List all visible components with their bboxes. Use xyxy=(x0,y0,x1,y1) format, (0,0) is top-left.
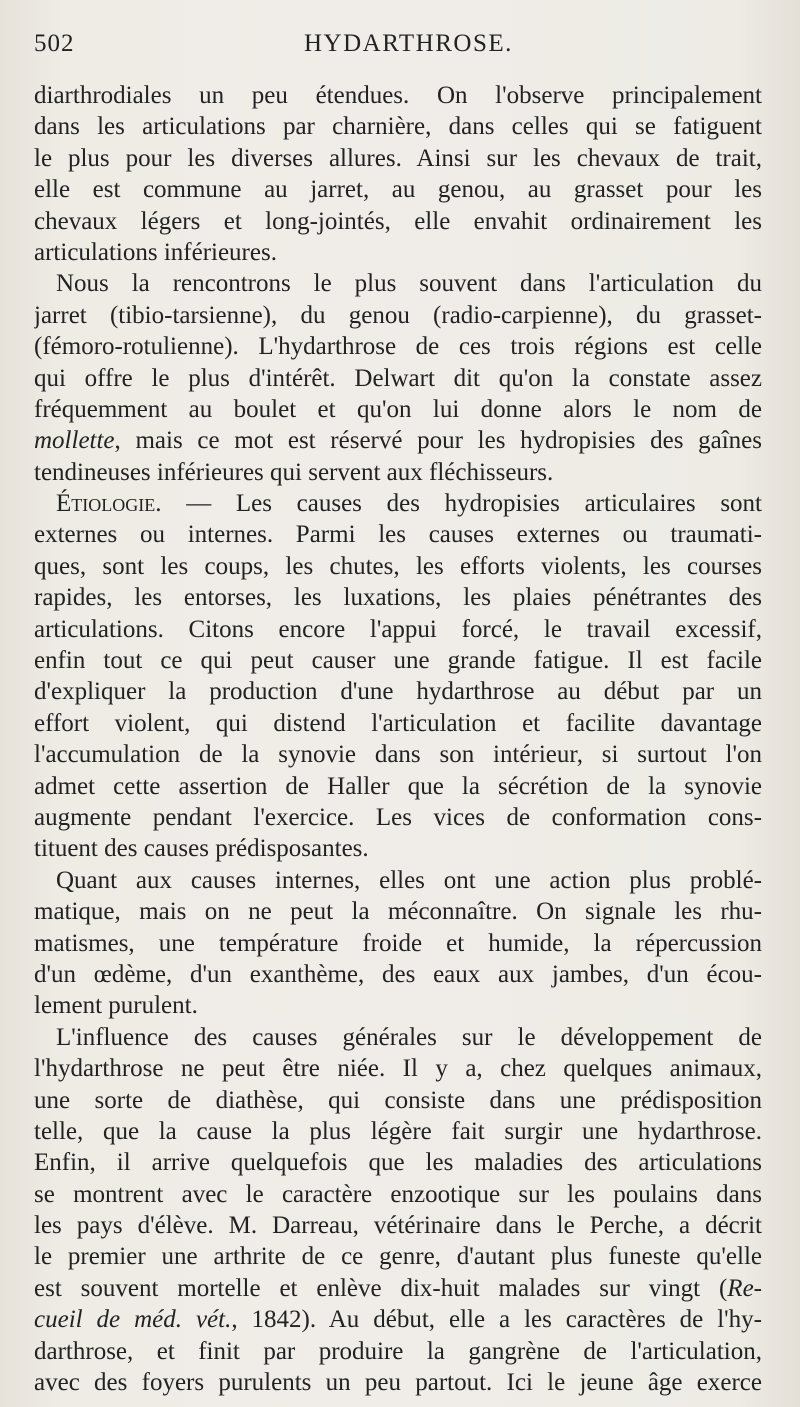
paragraph-start-line: Nous la rencontrons le plus souvent dans l'articulation du xyxy=(56,270,762,298)
text-line: d'expliquer la production d'une hydarthrose au début par un xyxy=(34,678,762,706)
text-line: tendineuses inférieures qui servent aux fléchisseurs. xyxy=(34,458,554,486)
text-line: effort violent, qui distend l'articulation et facilite davantage xyxy=(34,709,762,737)
text-line-mollette xyxy=(34,425,762,456)
line-text: , mais ce mot est réservé pour les hydropisies des gaînes xyxy=(114,427,762,455)
text-line: matismes, une température froide et humide, la répercussion xyxy=(34,929,762,957)
text-line: se montrent avec le caractère enzootique sur les poulains dans xyxy=(34,1180,762,1208)
section-heading-line xyxy=(34,488,762,519)
text-line: admet cette assertion de Haller que la sécrétion de la synovie xyxy=(34,772,762,800)
text-line: l'accumulation de la synovie dans son intérieur, si surtout l'on xyxy=(34,741,762,769)
text-line-recueil-cont xyxy=(34,1304,762,1335)
text-line: rapides, les entorses, les luxations, les plaies pénétrantes des xyxy=(34,584,762,612)
italic-citation: cueil de méd. vét. xyxy=(34,1306,232,1334)
text-line: qui offre le plus d'intérêt. Delwart dit qu'on la constate assez xyxy=(34,364,762,392)
text-line: enfin tout ce qui peut causer une grande fatigue. Il est facile xyxy=(34,647,762,675)
line-text: est souvent mortelle et enlève dix-huit malades sur vingt ( xyxy=(34,1274,728,1302)
text-line: une sorte de diathèse, qui consiste dans une prédisposition xyxy=(34,1086,762,1114)
body-text xyxy=(34,80,762,1398)
paragraph-start-line: L'influence des causes générales sur le développement de xyxy=(56,1023,762,1051)
page-number: 502 xyxy=(34,30,75,57)
text-line: articulations inférieures. xyxy=(34,238,277,266)
text-line: tituent des causes prédisposantes. xyxy=(34,835,369,863)
text-line: articulations. Citons encore l'appui forcé, le travail excessif, xyxy=(34,615,762,643)
section-heading: Étiologie. xyxy=(56,490,162,518)
text-line: externes ou internes. Parmi les causes externes ou traumati- xyxy=(34,521,762,549)
text-line: darthrose, et finit par produire la gangrène de l'articulation, xyxy=(34,1337,762,1365)
text-line: jarret (tibio-tarsienne), du genou (radio-carpienne), du grasset- xyxy=(34,301,762,329)
text-line: dans les articulations par charnière, dans celles qui se fatiguent xyxy=(34,113,762,141)
italic-citation: Re- xyxy=(727,1274,762,1302)
text-line: les pays d'élève. M. Darreau, vétérinaire dans le Perche, a décrit xyxy=(34,1212,762,1240)
line-text: — Les causes des hydropisies articulaires sont xyxy=(161,490,762,518)
page-header xyxy=(34,28,760,68)
text-line: telle, que la cause la plus légère fait surgir une hydarthrose. xyxy=(34,1117,762,1145)
paragraph-start-line: Quant aux causes internes, elles ont une action plus problé- xyxy=(56,866,762,894)
text-line: (fémoro-rotulienne). L'hydarthrose de ces trois régions est celle xyxy=(34,333,762,361)
running-title: HYDARTHROSE. xyxy=(304,30,513,57)
text-line: chevaux légers et long-jointés, elle envahit ordinairement les xyxy=(34,207,762,235)
italic-term: mollette xyxy=(34,427,115,455)
text-line: le premier une arthrite de ce genre, d'autant plus funeste qu'elle xyxy=(34,1243,762,1271)
text-line: elle est commune au jarret, au genou, au grasset pour les xyxy=(34,176,762,204)
text-line: fréquemment au boulet et qu'on lui donne alors le nom de xyxy=(34,395,762,423)
text-line: d'un œdème, d'un exanthème, des eaux aux jambes, d'un écou- xyxy=(34,960,762,988)
line-text: , 1842). Au début, elle a les caractères de l'hy- xyxy=(231,1306,762,1334)
text-line-recueil xyxy=(34,1273,762,1304)
text-line: augmente pendant l'exercice. Les vices de conformation cons- xyxy=(34,803,762,831)
text-line: l'hydarthrose ne peut être niée. Il y a, chez quelques animaux, xyxy=(34,1055,762,1083)
text-line: ques, sont les coups, les chutes, les efforts violents, les courses xyxy=(34,552,762,580)
text-line: diarthrodiales un peu étendues. On l'observe principalement xyxy=(34,82,762,109)
text-line: matique, mais on ne peut la méconnaître. On signale les rhu- xyxy=(34,898,762,926)
text-line: Enfin, il arrive quelquefois que les maladies des articulations xyxy=(34,1149,762,1177)
text-line: avec des foyers purulents un peu partout. Ici le jeune âge exerce xyxy=(34,1369,762,1397)
text-line: lement purulent. xyxy=(34,992,198,1020)
text-line: le plus pour les diverses allures. Ainsi sur les chevaux de trait, xyxy=(34,144,762,172)
